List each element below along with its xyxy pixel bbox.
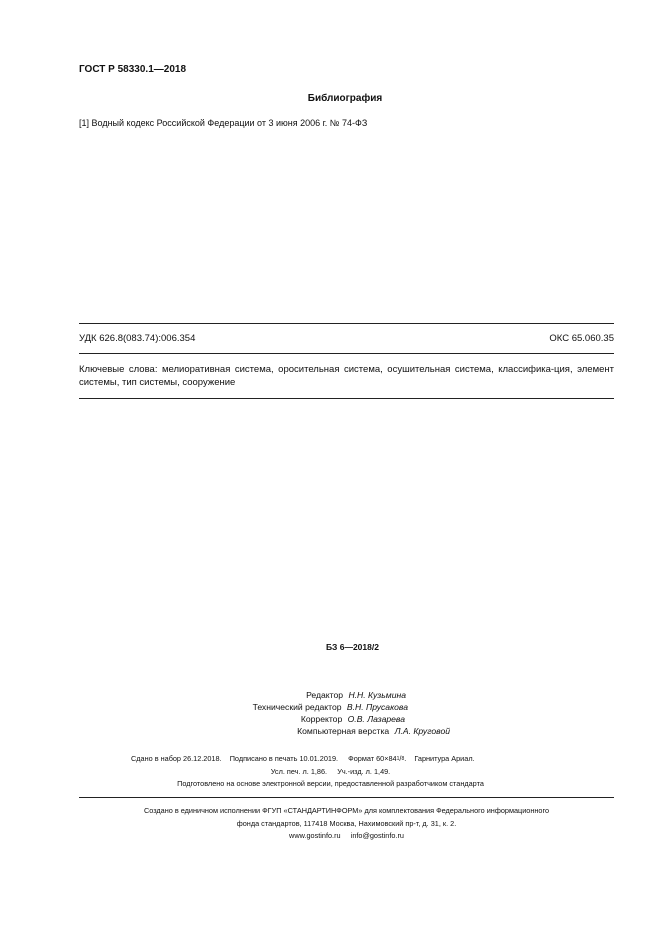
- bibliography-item: [1] Водный кодекс Российской Федерации от 3 июня 2006 г. № 74-ФЗ: [79, 118, 368, 128]
- divider-middle: [79, 353, 614, 354]
- format-sup: 1: [396, 756, 400, 762]
- submitted-date: Сдано в набор 26.12.2018.: [131, 754, 222, 763]
- email-link[interactable]: info@gostinfo.ru: [350, 831, 404, 840]
- website-link[interactable]: www.gostinfo.ru: [289, 831, 341, 840]
- staff-editor: [306, 690, 406, 700]
- oks-code: ОКС 65.060.35: [549, 333, 614, 344]
- publication-line-1: [131, 753, 475, 766]
- footer: [79, 805, 614, 843]
- tech-editor-label: Технический редактор: [252, 702, 342, 712]
- pub-sheets: Уч.-изд. л. 1,49.: [337, 767, 391, 776]
- divider-top: [79, 323, 614, 324]
- footer-divider: [79, 797, 614, 798]
- divider-bottom: [79, 398, 614, 399]
- typeface: Гарнитура Ариал.: [414, 754, 475, 763]
- editor-name: Н.Н. Кузьмина: [348, 690, 406, 700]
- signed-date: Подписано в печать 10.01.2019.: [229, 754, 339, 763]
- prepared-note: Подготовлено на основе электронной версии, предоставленной разработчиком стандарта: [177, 779, 484, 788]
- udk-code: УДК 626.8(083.74):006.354: [79, 333, 196, 344]
- footer-line-1: Создано в единичном исполнении ФГУП «СТАНДАРТИНФОРМ» для комплектования Федерального информационного: [143, 806, 550, 815]
- footer-contacts: [79, 830, 614, 843]
- paper-format: Формат $60\times 84^1/8$.: [348, 754, 407, 763]
- format-sub: 8: [401, 756, 405, 762]
- format-prefix: Формат 60×84: [348, 754, 397, 763]
- publication-line-2: [0, 766, 661, 779]
- document-code: ГОСТ Р 58330.1—2018: [79, 64, 187, 75]
- keywords: Ключевые слова: мелиоративная система, оросительная система, осушительная система, классифика-ция, элемент системы, тип системы, сооружение: [79, 364, 614, 388]
- print-sheets: Усл. печ. л. 1,86.: [270, 767, 328, 776]
- layout-name: Л.А. Круговой: [394, 726, 450, 736]
- editor-label: Редактор: [306, 690, 344, 700]
- classification-row: [79, 333, 614, 344]
- staff-corrector: [301, 714, 405, 724]
- layout-label: Компьютерная верстка: [297, 726, 390, 736]
- staff-layout: [297, 726, 450, 736]
- corrector-label: Корректор: [300, 714, 343, 724]
- tech-editor-name: В.Н. Прусакова: [346, 702, 408, 712]
- staff-block: [0, 690, 661, 750]
- bibliography-title: Библиография: [307, 93, 383, 104]
- corrector-name: О.В. Лазарева: [347, 714, 405, 724]
- bz-number: БЗ 6—2018/2: [326, 642, 379, 652]
- footer-line-2: фонда стандартов, 117418 Москва, Нахимовский пр-т, д. 31, к. 2.: [236, 818, 457, 828]
- staff-tech-editor: [253, 702, 408, 712]
